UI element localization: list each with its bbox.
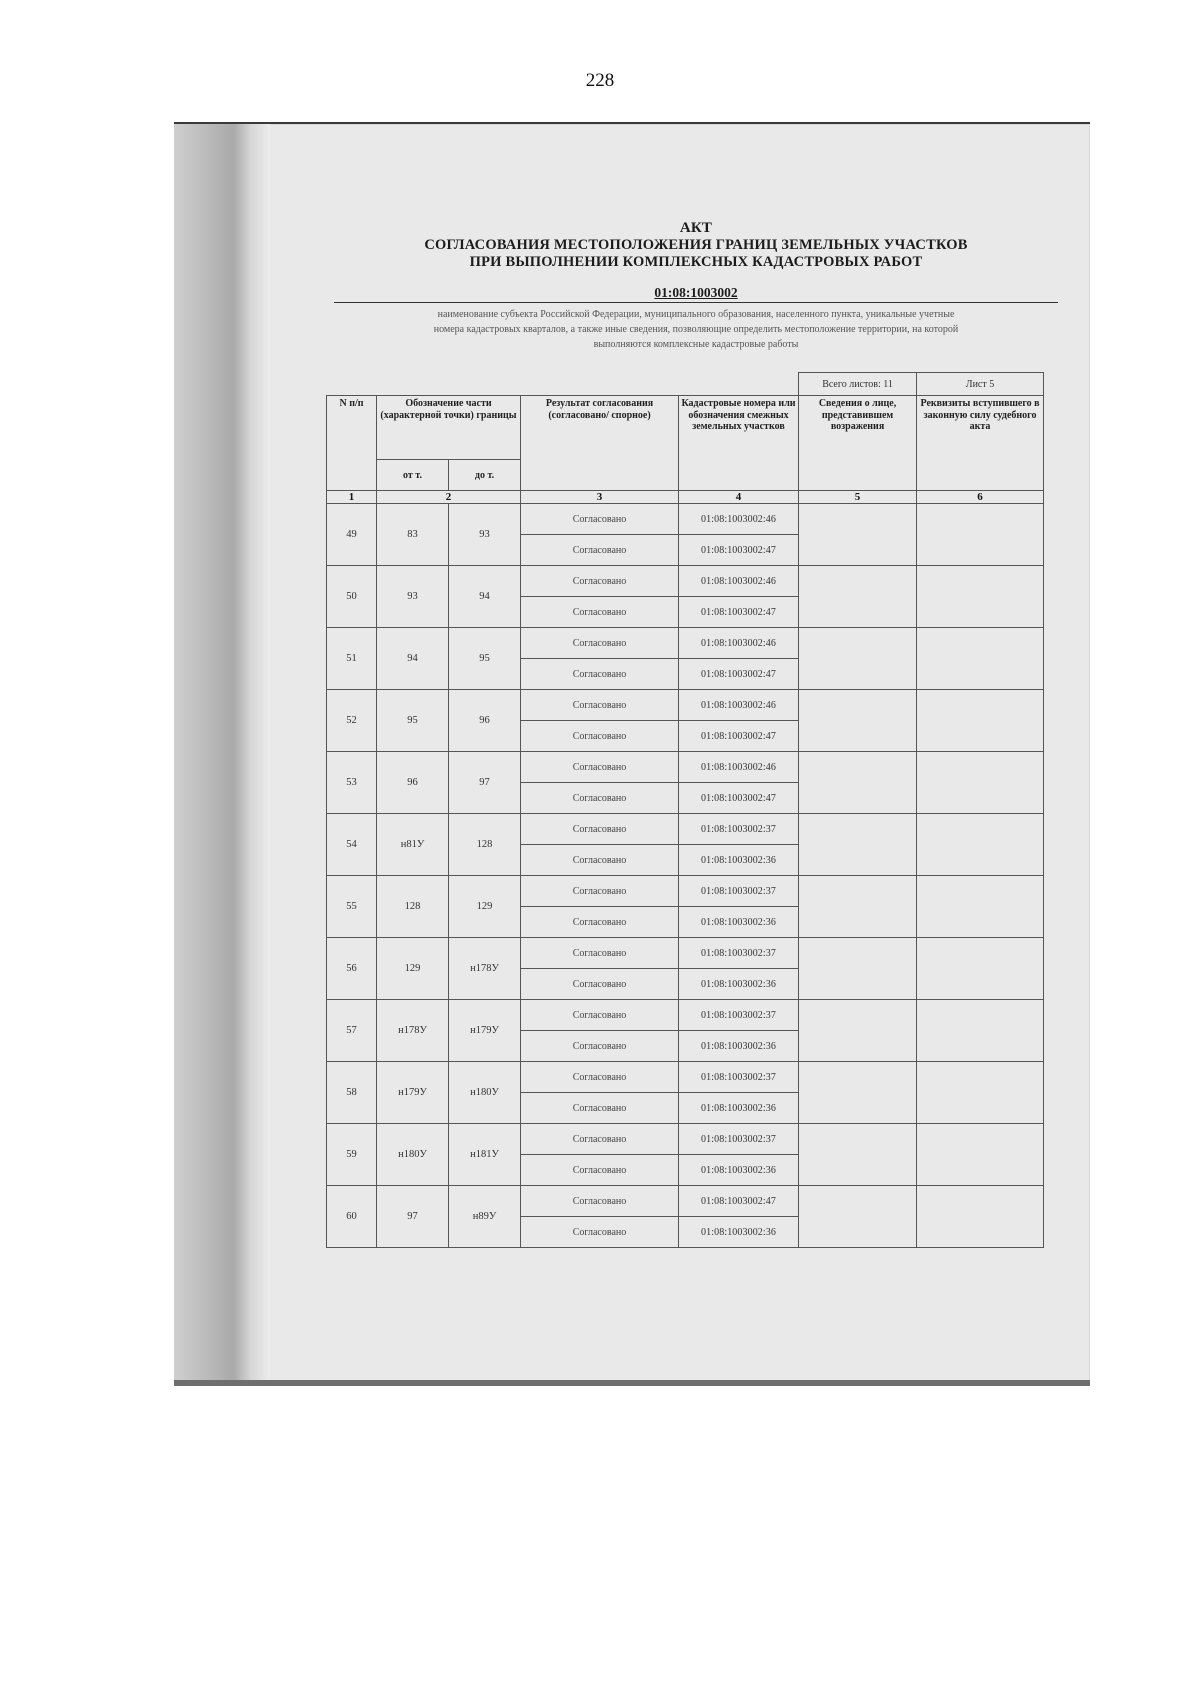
row-number-cell: 60 [327, 1186, 377, 1248]
cadastral-number-cell: 01:08:1003002:47 [679, 659, 799, 690]
table-row [327, 690, 1044, 721]
to-point-cell: 93 [449, 504, 521, 566]
row-number-cell: 49 [327, 504, 377, 566]
result-cell: Согласовано [521, 566, 679, 597]
document-header [322, 220, 1070, 352]
from-point-cell: 95 [377, 690, 449, 752]
result-cell: Согласовано [521, 504, 679, 535]
cadastral-number-cell: 01:08:1003002:36 [679, 1031, 799, 1062]
result-cell: Согласовано [521, 535, 679, 566]
result-cell: Согласовано [521, 907, 679, 938]
column-number: 4 [679, 491, 799, 504]
from-point-cell: 94 [377, 628, 449, 690]
total-sheets: Всего листов: 11 [799, 373, 917, 396]
court-act-cell [917, 1000, 1044, 1062]
cadastral-number-cell: 01:08:1003002:46 [679, 504, 799, 535]
objection-cell [799, 628, 917, 690]
cadastral-number-cell: 01:08:1003002:37 [679, 814, 799, 845]
column-number: 2 [377, 491, 521, 504]
table-row [327, 876, 1044, 907]
objection-cell [799, 504, 917, 566]
row-number-cell: 59 [327, 1124, 377, 1186]
objection-cell [799, 876, 917, 938]
header-boundary: Обозначение части (характерной точки) границы [377, 396, 521, 460]
cadastral-number-cell: 01:08:1003002:36 [679, 845, 799, 876]
objection-cell [799, 566, 917, 628]
from-point-cell: н179У [377, 1062, 449, 1124]
act-subtitle-line-1: СОГЛАСОВАНИЯ МЕСТОПОЛОЖЕНИЯ ГРАНИЦ ЗЕМЕЛЬНЫХ УЧАСТКОВ [424, 237, 968, 253]
from-point-cell: 83 [377, 504, 449, 566]
table-row [327, 1124, 1044, 1155]
to-point-cell: 96 [449, 690, 521, 752]
cadastral-number-cell: 01:08:1003002:47 [679, 1186, 799, 1217]
sheet-number: Лист 5 [917, 373, 1044, 396]
from-point-cell: н81У [377, 814, 449, 876]
column-number: 3 [521, 491, 679, 504]
cadastral-number-cell: 01:08:1003002:47 [679, 783, 799, 814]
result-cell: Согласовано [521, 752, 679, 783]
scan-edge [174, 1380, 1090, 1386]
cadastral-number-cell: 01:08:1003002:36 [679, 969, 799, 1000]
cadastral-number-cell: 01:08:1003002:37 [679, 1124, 799, 1155]
header-to-point: до т. [449, 460, 521, 491]
row-number-cell: 56 [327, 938, 377, 1000]
court-act-cell [917, 690, 1044, 752]
result-cell: Согласовано [521, 1124, 679, 1155]
table-row [327, 566, 1044, 597]
objection-cell [799, 938, 917, 1000]
from-point-cell: н178У [377, 1000, 449, 1062]
column-number: 1 [327, 491, 377, 504]
header-objection: Сведения о лице, представившем возражения [799, 396, 917, 491]
objection-cell [799, 690, 917, 752]
territory-description [330, 307, 1062, 352]
cadastral-number-cell: 01:08:1003002:37 [679, 1062, 799, 1093]
underline-divider [334, 302, 1058, 303]
table-row [327, 628, 1044, 659]
objection-cell [799, 814, 917, 876]
to-point-cell: 95 [449, 628, 521, 690]
result-cell: Согласовано [521, 783, 679, 814]
from-point-cell: 93 [377, 566, 449, 628]
court-act-cell [917, 566, 1044, 628]
cadastral-number-cell: 01:08:1003002:37 [679, 876, 799, 907]
table-row [327, 1000, 1044, 1031]
court-act-cell [917, 876, 1044, 938]
column-number: 6 [917, 491, 1044, 504]
cadastral-number-cell: 01:08:1003002:36 [679, 1155, 799, 1186]
cadastral-quarter-number: 01:08:1003002 [654, 285, 738, 300]
row-number-cell: 50 [327, 566, 377, 628]
cadastral-number-cell: 01:08:1003002:46 [679, 566, 799, 597]
court-act-cell [917, 1186, 1044, 1248]
to-point-cell: н180У [449, 1062, 521, 1124]
cadastral-number-cell: 01:08:1003002:47 [679, 721, 799, 752]
result-cell: Согласовано [521, 938, 679, 969]
cadastral-number-cell: 01:08:1003002:47 [679, 535, 799, 566]
result-cell: Согласовано [521, 1186, 679, 1217]
table-row [327, 504, 1044, 535]
result-cell: Согласовано [521, 659, 679, 690]
result-cell: Согласовано [521, 690, 679, 721]
description-line-3: выполняются комплексные кадастровые работы [593, 339, 799, 350]
cadastral-number-cell: 01:08:1003002:36 [679, 907, 799, 938]
court-act-cell [917, 1124, 1044, 1186]
cadastral-number-cell: 01:08:1003002:37 [679, 1000, 799, 1031]
page-number: 228 [585, 70, 615, 91]
header-result: Результат согласования (согласовано/ спорное) [521, 396, 679, 491]
court-act-cell [917, 504, 1044, 566]
table-row [327, 1186, 1044, 1217]
row-number-cell: 53 [327, 752, 377, 814]
cadastral-number-cell: 01:08:1003002:36 [679, 1093, 799, 1124]
description-line-1: наименование субъекта Российской Федерации, муниципального образования, населенного пункта, уникальные учетные [437, 309, 955, 320]
to-point-cell: 128 [449, 814, 521, 876]
result-cell: Согласовано [521, 597, 679, 628]
table-row [327, 814, 1044, 845]
header-num: N п/п [327, 396, 377, 491]
cadastral-number-cell: 01:08:1003002:46 [679, 690, 799, 721]
act-title: АКТ [679, 220, 713, 236]
table-row [327, 938, 1044, 969]
cadastral-number-cell: 01:08:1003002:46 [679, 752, 799, 783]
row-number-cell: 52 [327, 690, 377, 752]
court-act-cell [917, 752, 1044, 814]
cadastral-number-cell: 01:08:1003002:36 [679, 1217, 799, 1248]
row-number-cell: 57 [327, 1000, 377, 1062]
result-cell: Согласовано [521, 814, 679, 845]
book-spine-shadow [174, 124, 270, 1386]
objection-cell [799, 1124, 917, 1186]
result-cell: Согласовано [521, 1093, 679, 1124]
objection-cell [799, 752, 917, 814]
objection-cell [799, 1000, 917, 1062]
from-point-cell: н180У [377, 1124, 449, 1186]
from-point-cell: 97 [377, 1186, 449, 1248]
from-point-cell: 96 [377, 752, 449, 814]
from-point-cell: 129 [377, 938, 449, 1000]
from-point-cell: 128 [377, 876, 449, 938]
to-point-cell: н178У [449, 938, 521, 1000]
scanned-page [174, 122, 1090, 1386]
to-point-cell: 97 [449, 752, 521, 814]
row-number-cell: 51 [327, 628, 377, 690]
result-cell: Согласовано [521, 969, 679, 1000]
court-act-cell [917, 1062, 1044, 1124]
description-line-2: номера кадастровых кварталов, а также иные сведения, позволяющие определить местоположение территории, на которой [433, 324, 959, 335]
objection-cell [799, 1186, 917, 1248]
agreement-table [326, 372, 1044, 1248]
row-number-cell: 55 [327, 876, 377, 938]
row-number-cell: 54 [327, 814, 377, 876]
header-court-act: Реквизиты вступившего в законную силу судебного акта [917, 396, 1044, 491]
court-act-cell [917, 628, 1044, 690]
result-cell: Согласовано [521, 1062, 679, 1093]
cadastral-number-cell: 01:08:1003002:37 [679, 938, 799, 969]
column-number: 5 [799, 491, 917, 504]
act-subtitle-line-2: ПРИ ВЫПОЛНЕНИИ КОМПЛЕКСНЫХ КАДАСТРОВЫХ РАБОТ [469, 254, 923, 270]
result-cell: Согласовано [521, 1155, 679, 1186]
result-cell: Согласовано [521, 721, 679, 752]
to-point-cell: 129 [449, 876, 521, 938]
header-cadastral: Кадастровые номера или обозначения смежных земельных участков [679, 396, 799, 491]
court-act-cell [917, 938, 1044, 1000]
result-cell: Согласовано [521, 628, 679, 659]
cadastral-number-cell: 01:08:1003002:47 [679, 597, 799, 628]
result-cell: Согласовано [521, 1000, 679, 1031]
header-from-point: от т. [377, 460, 449, 491]
table-row [327, 752, 1044, 783]
court-act-cell [917, 814, 1044, 876]
to-point-cell: н89У [449, 1186, 521, 1248]
result-cell: Согласовано [521, 1031, 679, 1062]
table-row [327, 1062, 1044, 1093]
to-point-cell: н179У [449, 1000, 521, 1062]
result-cell: Согласовано [521, 1217, 679, 1248]
result-cell: Согласовано [521, 876, 679, 907]
result-cell: Согласовано [521, 845, 679, 876]
cadastral-number-cell: 01:08:1003002:46 [679, 628, 799, 659]
objection-cell [799, 1062, 917, 1124]
row-number-cell: 58 [327, 1062, 377, 1124]
to-point-cell: н181У [449, 1124, 521, 1186]
to-point-cell: 94 [449, 566, 521, 628]
